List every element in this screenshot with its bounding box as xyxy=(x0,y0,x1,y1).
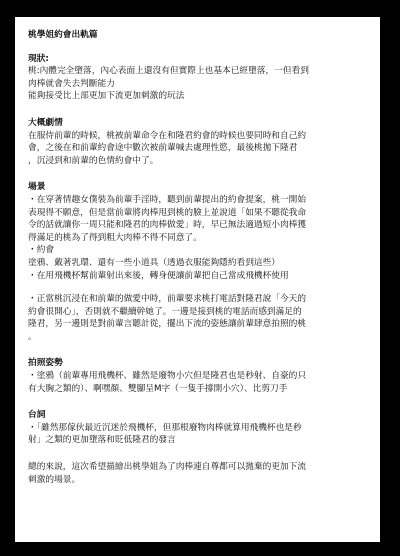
poses-line: 有大胸之類的）、啊嘿顏、雙腳呈M字（一隻手撐開小穴）、比剪刀手 xyxy=(28,383,288,394)
scenes-line: 。 xyxy=(28,331,37,342)
current-status-line: 桃:內體完全墮落，內心表面上還沒有但實際上也基本已經墮落，一但看到 xyxy=(28,66,309,77)
dialogue-heading: 台詞 xyxy=(28,410,46,421)
scenes-line: ・在用飛機杯幫前輩射出來後，轉身便讓前輩把自己當成飛機杯使用 xyxy=(28,270,289,281)
poses-line: ・塗鴉（前輩專用飛機杯、雖然是廢物小穴但是隆君也是秒射、自豪的只 xyxy=(28,371,306,382)
current-status-line: 能夠接受比上部更加下流更加刺激的玩法 xyxy=(28,91,185,102)
current-status-line: 肉棒就會失去判斷能力 xyxy=(28,78,115,89)
summary-line: 刺激的場景。 xyxy=(28,474,81,485)
spacer xyxy=(28,343,368,357)
spacer xyxy=(28,103,368,117)
scenes-line: 得滿足的桃為了得到粗大肉棒不得不同意了。 xyxy=(28,232,202,243)
current-status-heading: 現狀: xyxy=(28,53,49,64)
scenes-line: ・在穿著情趣女僕裝為前輩手淫時，聽到前輩提出的約會提案，桃一開始 xyxy=(28,194,306,205)
document-page xyxy=(15,17,380,542)
scenes-heading: 場景 xyxy=(28,182,46,193)
spacer xyxy=(28,167,368,181)
scenes-line: 塗鴉、戴著乳環、還有一些小道具（透過衣服能夠隱約看到這些） xyxy=(28,257,280,268)
spacer xyxy=(28,447,368,461)
scenes-line: 表現得不願意，但是當前輩將肉棒甩到桃的臉上並說道「如果不聽從我命 xyxy=(28,207,306,218)
doc-title: 桃學姐約會出軌篇 xyxy=(28,30,98,40)
dialogue-line: 射」之類的更加墮落和貶低隆君的發言 xyxy=(28,435,176,446)
outline-line: ，沉浸到和前輩的色情約會中了。 xyxy=(28,155,159,166)
scenes-line: 令的話就讓你一周只能和隆君的肉棒做愛」時，早已無法適過短小肉棒獲 xyxy=(28,220,306,231)
dialogue-line: ・「雖然那傢伙最近沉迷於飛機杯，但那根廢物肉棒就算用飛機杯也是秒 xyxy=(28,422,302,433)
summary-line: 總的來說，這次希望描繪出桃學姐為了肉棒連自尊都可以拋棄的更加下流 xyxy=(28,462,306,473)
scenes-line: 約會很開心」，否則就不繼續幹她了。一邊是接到桃的電話而感到滿足的 xyxy=(28,306,302,317)
outline-heading: 大概劇情 xyxy=(28,117,63,128)
date-label: ・約會 xyxy=(28,245,55,256)
poses-heading: 拍照姿勢 xyxy=(28,358,63,369)
outline-line: 會，之後在和前輩約會途中數次被前輩喊去處理性慾，最後桃拋下隆君 xyxy=(28,143,298,154)
spacer xyxy=(28,282,368,293)
spacer xyxy=(28,395,368,409)
outline-line: 在服侍前輩的時候，桃被前輩命令在和隆君約會的時候也要同時和自己約 xyxy=(28,130,306,141)
scenes-line: ・正當桃沉浸在和前輩的做愛中時，前輩要求桃打電話對隆君說「今天的 xyxy=(28,294,306,305)
scenes-line: 隆君，另一邊則是對前輩言聽計從，擺出下流的姿態讓前輩肆意拍照的桃 xyxy=(28,319,306,330)
